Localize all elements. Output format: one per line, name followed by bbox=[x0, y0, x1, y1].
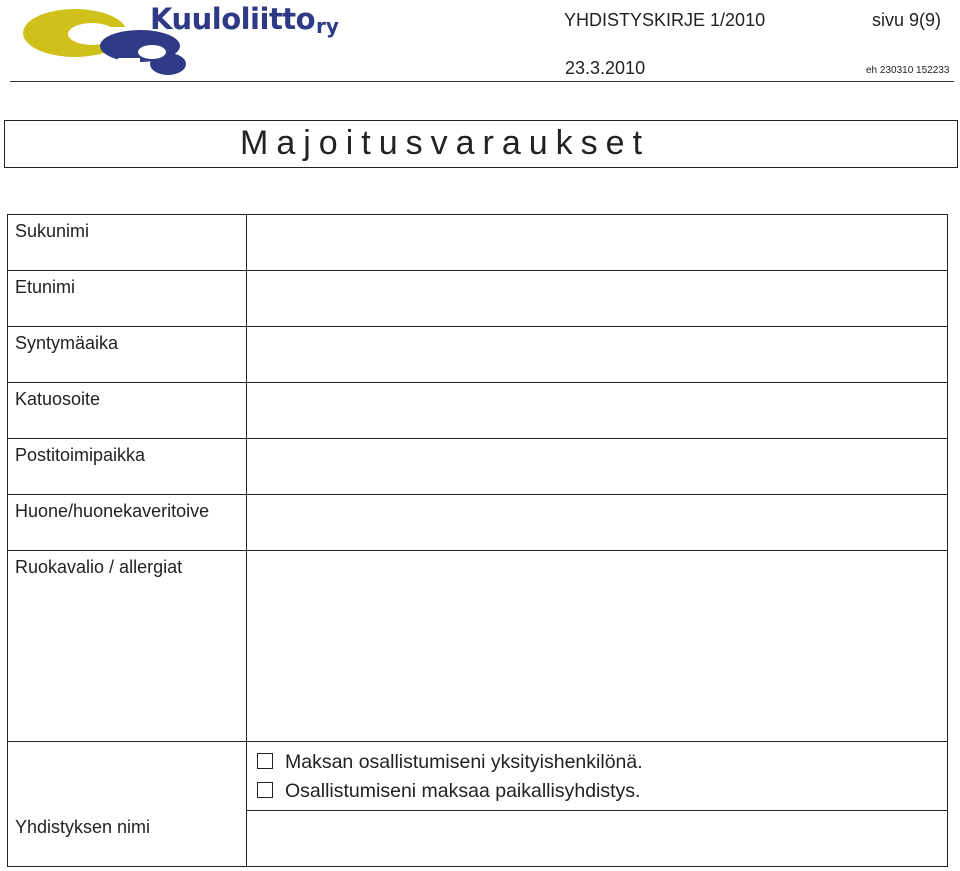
form-column-divider bbox=[246, 214, 247, 867]
field-yhdistyksen-nimi[interactable] bbox=[248, 812, 946, 865]
label-yhdistyksen-nimi: Yhdistyksen nimi bbox=[15, 817, 151, 837]
form-title: Majoitusvaraukset bbox=[240, 124, 651, 162]
field-postitoimipaikka[interactable] bbox=[248, 440, 946, 493]
row-divider bbox=[7, 270, 948, 271]
field-huonekaveritoive[interactable] bbox=[248, 496, 946, 549]
label-syntymaaika: Syntymäaika bbox=[15, 333, 119, 353]
label-sukunimi: Sukunimi bbox=[15, 221, 90, 241]
label-ruokavalio: Ruokavalio / allergiat bbox=[15, 557, 183, 577]
row-divider bbox=[7, 494, 948, 495]
row-divider bbox=[7, 382, 948, 383]
row-divider bbox=[7, 438, 948, 439]
header-divider bbox=[10, 81, 954, 82]
field-ruokavalio[interactable] bbox=[248, 552, 946, 740]
label-huonekaveritoive: Huone/huonekaveritoive bbox=[15, 501, 210, 521]
label-postitoimipaikka: Postitoimipaikka bbox=[15, 445, 146, 465]
checkbox-association-payment[interactable] bbox=[257, 782, 273, 798]
row-divider bbox=[246, 810, 948, 811]
document-date: 23.3.2010 bbox=[565, 58, 646, 78]
logo-suffix: ry bbox=[316, 14, 339, 38]
row-divider bbox=[7, 550, 948, 551]
option-private-payment-label: Maksan osallistumiseni yksityishenkilönä. bbox=[285, 751, 643, 773]
row-divider bbox=[7, 326, 948, 327]
label-katuosoite: Katuosoite bbox=[15, 389, 101, 409]
option-association-payment-label: Osallistumiseni maksaa paikallisyhdistys. bbox=[285, 780, 641, 802]
field-katuosoite[interactable] bbox=[248, 384, 946, 437]
field-etunimi[interactable] bbox=[248, 272, 946, 325]
field-syntymaaika[interactable] bbox=[248, 328, 946, 381]
document-code: eh 230310 152233 bbox=[866, 65, 950, 76]
newsletter-title: YHDISTYSKIRJE 1/2010 bbox=[564, 10, 766, 30]
logo-wordmark: Kuuloliitto bbox=[150, 2, 316, 36]
checkbox-private-payment[interactable] bbox=[257, 753, 273, 769]
field-sukunimi[interactable] bbox=[248, 216, 946, 269]
page-number: sivu 9(9) bbox=[872, 10, 942, 30]
label-etunimi: Etunimi bbox=[15, 277, 76, 297]
row-divider bbox=[7, 741, 948, 742]
